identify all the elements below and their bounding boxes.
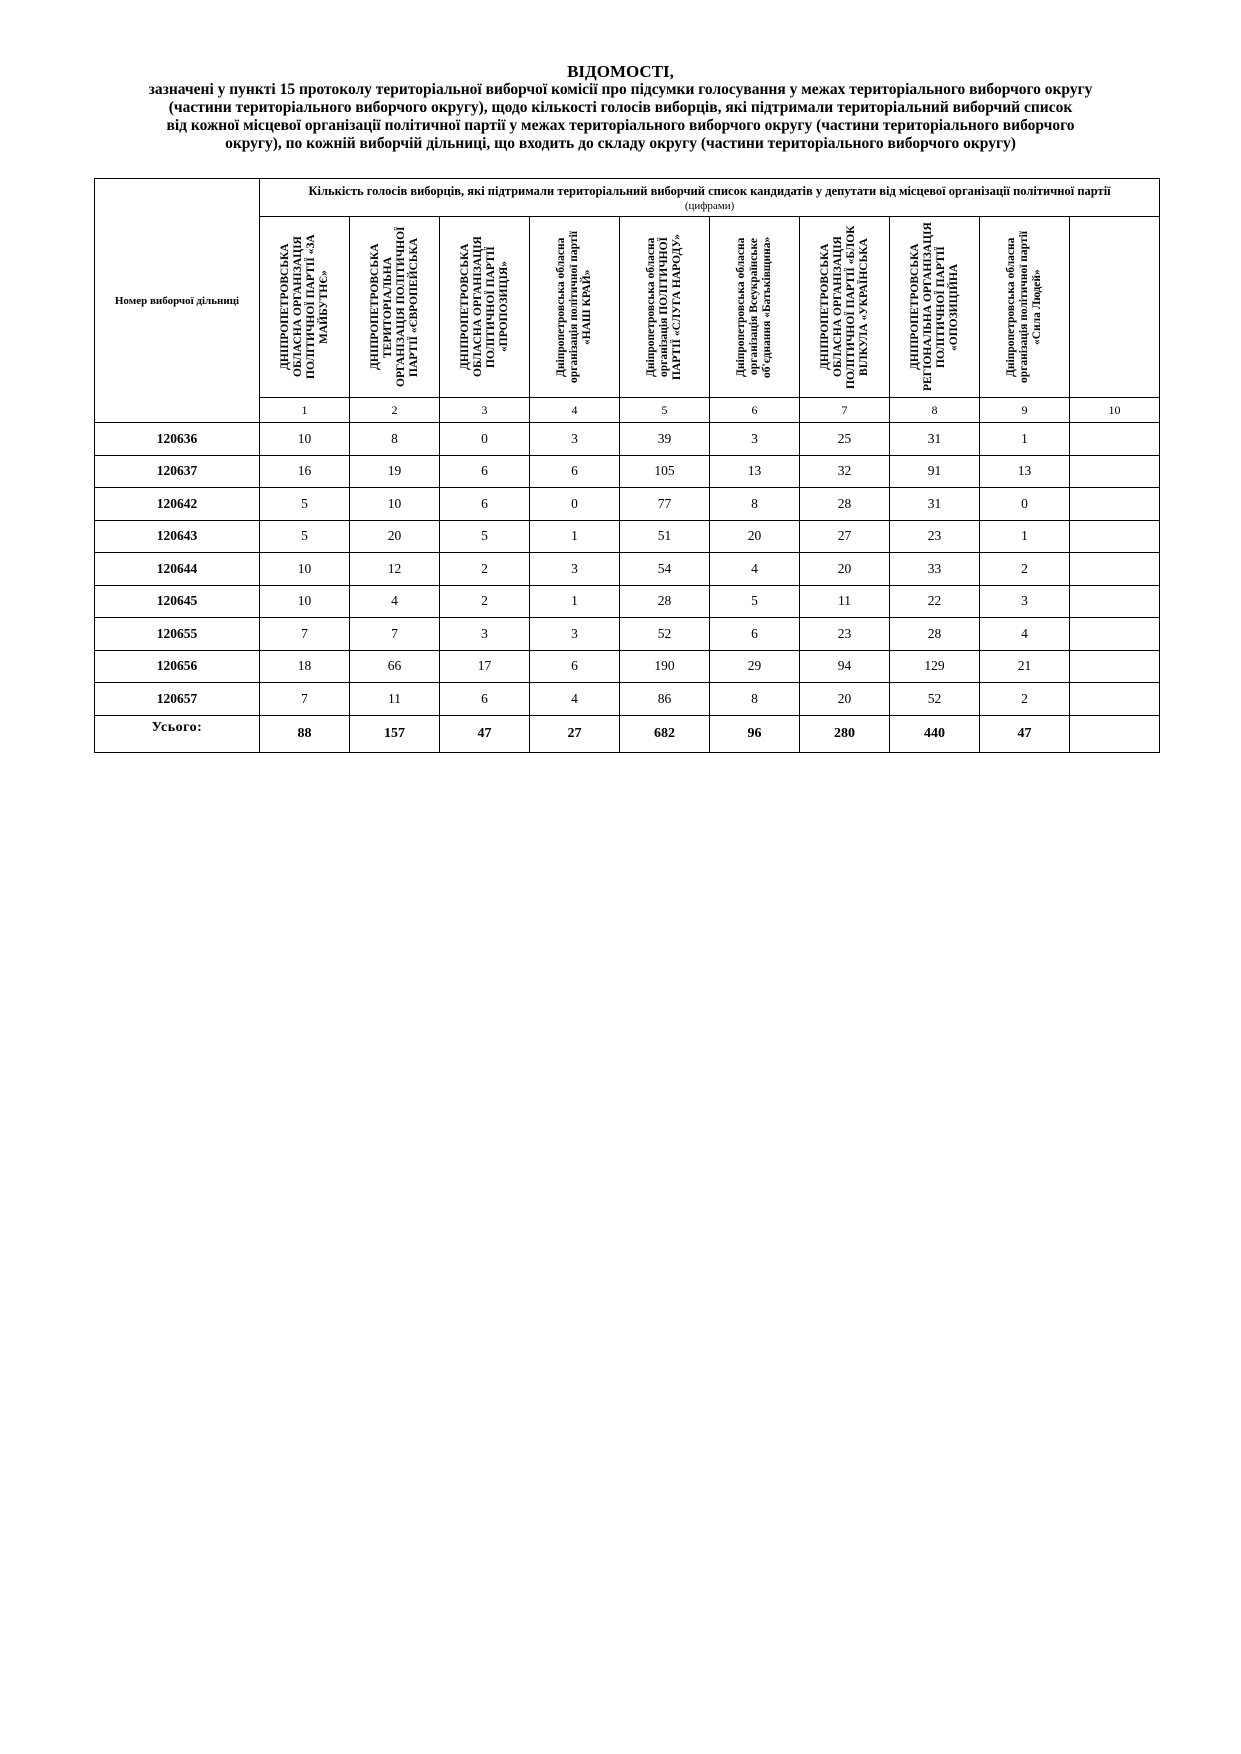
document-subtitle-line: від кожної місцевої організації політичної партії у межах територіального виборчого округу (частини територіального виборчого (166, 117, 1075, 134)
station-number-cell: 120655 (95, 618, 260, 651)
vote-count-cell: 190 (620, 650, 710, 683)
vote-count-cell: 105 (620, 455, 710, 488)
vote-count-cell: 6 (710, 618, 800, 651)
vote-count-cell: 25 (800, 423, 890, 456)
vote-count-cell: 23 (800, 618, 890, 651)
vote-count-cell: 23 (890, 520, 980, 553)
vote-count-cell: 7 (260, 618, 350, 651)
party-header-wrap (260, 217, 349, 397)
vote-count-cell: 1 (530, 585, 620, 618)
document-subtitle-line: округу), по кожній виборчій дільниці, що входить до складу округу (частини територіального виборчого округу) (225, 135, 1016, 152)
vote-count-cell (1070, 553, 1160, 586)
table-row (95, 455, 1160, 488)
party-name: Дніпропетровська обласна організація ПОЛІТИЧНОЇ ПАРТІЇ «СЛУГА НАРОДУ» (645, 233, 683, 381)
vote-count-cell: 10 (260, 585, 350, 618)
party-header-wrap (620, 217, 709, 397)
table-row (95, 618, 1160, 651)
vote-count-cell: 28 (800, 488, 890, 521)
total-value-cell: 157 (350, 715, 440, 752)
vote-count-cell (1070, 585, 1160, 618)
party-header-cell (980, 217, 1070, 398)
party-header-wrap (530, 217, 619, 397)
vote-count-cell (1070, 455, 1160, 488)
column-number: 5 (620, 398, 710, 423)
vote-count-cell: 66 (350, 650, 440, 683)
results-table-body (95, 423, 1160, 753)
vote-count-cell: 12 (350, 553, 440, 586)
vote-count-cell: 3 (980, 585, 1070, 618)
station-number-header: Номер виборчої дільниці (95, 179, 260, 423)
votes-group-header (260, 179, 1160, 217)
vote-count-cell: 2 (440, 585, 530, 618)
vote-count-cell: 4 (350, 585, 440, 618)
party-header-wrap (980, 217, 1069, 397)
column-number: 9 (980, 398, 1070, 423)
vote-count-cell: 1 (980, 520, 1070, 553)
vote-count-cell: 0 (530, 488, 620, 521)
vote-count-cell: 86 (620, 683, 710, 716)
column-number: 1 (260, 398, 350, 423)
total-row (95, 715, 1160, 752)
vote-count-cell: 4 (980, 618, 1070, 651)
total-value-cell (1070, 715, 1160, 752)
party-name: ДНІПРОПЕТРОВСЬКА ОБЛАСНА ОРГАНІЗАЦІЯ ПОЛІТИЧНОЇ ПАРТІЇ «БЛОК ВІЛКУЛА «УКРАЇНСЬКА (818, 225, 870, 389)
party-header-cell (260, 217, 350, 398)
total-value-cell: 47 (980, 715, 1070, 752)
vote-count-cell: 28 (890, 618, 980, 651)
party-header-cell (800, 217, 890, 398)
vote-count-cell: 1 (530, 520, 620, 553)
vote-count-cell: 6 (440, 455, 530, 488)
vote-count-cell: 3 (530, 423, 620, 456)
vote-count-cell: 31 (890, 488, 980, 521)
total-value-cell: 440 (890, 715, 980, 752)
total-label-cell: Усього: (95, 715, 260, 752)
vote-count-cell: 91 (890, 455, 980, 488)
vote-count-cell: 17 (440, 650, 530, 683)
vote-count-cell: 16 (260, 455, 350, 488)
vote-count-cell: 20 (710, 520, 800, 553)
vote-count-cell: 8 (710, 683, 800, 716)
column-number: 10 (1070, 398, 1160, 423)
party-name: ДНІПРОПЕТРОВСЬКА РЕГІОНАЛЬНА ОРГАНІЗАЦІЯ ПОЛІТИЧНОЇ ПАРТІЇ «ОПОЗИЦІЙНА (908, 222, 960, 392)
vote-count-cell: 77 (620, 488, 710, 521)
vote-count-cell: 5 (440, 520, 530, 553)
party-name: Дніпропетровська обласна організація Всеукраїнське об'єднання «Батьківщина» (735, 236, 773, 378)
document-title: ВІДОМОСТІ, (567, 62, 674, 81)
table-row (95, 520, 1160, 553)
vote-count-cell: 11 (350, 683, 440, 716)
vote-count-cell (1070, 520, 1160, 553)
vote-count-cell (1070, 488, 1160, 521)
vote-count-cell: 1 (980, 423, 1070, 456)
vote-count-cell: 22 (890, 585, 980, 618)
table-row (95, 683, 1160, 716)
vote-count-cell: 52 (620, 618, 710, 651)
party-header-cell (890, 217, 980, 398)
vote-count-cell: 33 (890, 553, 980, 586)
party-name: ДНІПРОПЕТРОВСЬКА ОБЛАСНА ОРГАНІЗАЦІЯ ПОЛІТИЧНОЇ ПАРТІЇ «ПРОПОЗИЦІЯ» (458, 236, 510, 378)
vote-count-cell: 6 (530, 455, 620, 488)
party-name: ДНІПРОПЕТРОВСЬКА ОБЛАСНА ОРГАНІЗАЦІЯ ПОЛІТИЧНОЇ ПАРТІЇ «ЗА МАЙБУТНЄ» (278, 234, 330, 380)
party-header-cell (350, 217, 440, 398)
party-name: Дніпропетровська обласна організація політичної партії «Сила Людей» (1005, 231, 1043, 383)
vote-count-cell: 0 (980, 488, 1070, 521)
vote-count-cell: 11 (800, 585, 890, 618)
total-value-cell: 682 (620, 715, 710, 752)
station-number-cell: 120656 (95, 650, 260, 683)
vote-count-cell: 31 (890, 423, 980, 456)
vote-count-cell: 3 (530, 618, 620, 651)
party-header-cell (530, 217, 620, 398)
vote-count-cell (1070, 683, 1160, 716)
results-table (94, 178, 1160, 753)
station-number-cell: 120657 (95, 683, 260, 716)
document-subtitle-line: зазначені у пункті 15 протоколу територіальної виборчої комісії про підсумки голосування у межах територіального виборчого округу (148, 81, 1093, 98)
vote-count-cell: 28 (620, 585, 710, 618)
party-header-cell (1070, 217, 1160, 398)
vote-count-cell: 5 (260, 520, 350, 553)
vote-count-cell (1070, 650, 1160, 683)
vote-count-cell: 6 (440, 488, 530, 521)
vote-count-cell: 2 (440, 553, 530, 586)
party-name: Дніпропетровська обласна організація політичної партії «НАШ КРАЙ» (555, 231, 593, 383)
vote-count-cell: 54 (620, 553, 710, 586)
vote-count-cell (1070, 618, 1160, 651)
vote-count-cell: 0 (440, 423, 530, 456)
vote-count-cell: 39 (620, 423, 710, 456)
vote-count-cell: 4 (530, 683, 620, 716)
vote-count-cell: 7 (350, 618, 440, 651)
total-value-cell: 280 (800, 715, 890, 752)
vote-count-cell: 3 (530, 553, 620, 586)
column-number: 8 (890, 398, 980, 423)
vote-count-cell: 6 (530, 650, 620, 683)
vote-count-cell: 13 (980, 455, 1070, 488)
document-header (0, 62, 1241, 153)
votes-group-note: (цифрами) (684, 200, 735, 212)
station-number-cell: 120644 (95, 553, 260, 586)
vote-count-cell: 19 (350, 455, 440, 488)
vote-count-cell: 2 (980, 553, 1070, 586)
vote-count-cell: 7 (260, 683, 350, 716)
total-value-cell: 96 (710, 715, 800, 752)
vote-count-cell: 13 (710, 455, 800, 488)
vote-count-cell: 129 (890, 650, 980, 683)
column-number: 4 (530, 398, 620, 423)
vote-count-cell: 29 (710, 650, 800, 683)
vote-count-cell (1070, 423, 1160, 456)
vote-count-cell: 51 (620, 520, 710, 553)
station-number-cell: 120637 (95, 455, 260, 488)
vote-count-cell: 5 (260, 488, 350, 521)
vote-count-cell: 10 (260, 423, 350, 456)
vote-count-cell: 20 (800, 553, 890, 586)
vote-count-cell: 3 (440, 618, 530, 651)
party-header-cell (620, 217, 710, 398)
vote-count-cell: 5 (710, 585, 800, 618)
party-header-wrap (710, 217, 799, 397)
total-value-cell: 27 (530, 715, 620, 752)
total-value-cell: 88 (260, 715, 350, 752)
station-number-cell: 120643 (95, 520, 260, 553)
party-header-cell (440, 217, 530, 398)
station-number-cell: 120642 (95, 488, 260, 521)
station-number-cell: 120645 (95, 585, 260, 618)
total-value-cell: 47 (440, 715, 530, 752)
vote-count-cell: 21 (980, 650, 1070, 683)
table-row (95, 553, 1160, 586)
vote-count-cell: 94 (800, 650, 890, 683)
column-number: 6 (710, 398, 800, 423)
vote-count-cell: 10 (260, 553, 350, 586)
column-number: 2 (350, 398, 440, 423)
party-header-wrap (890, 217, 979, 397)
station-number-cell: 120636 (95, 423, 260, 456)
vote-count-cell: 32 (800, 455, 890, 488)
table-row (95, 585, 1160, 618)
vote-count-cell: 20 (800, 683, 890, 716)
party-header-wrap (1070, 217, 1159, 397)
party-header-wrap (440, 217, 529, 397)
table-row (95, 650, 1160, 683)
party-name: ДНІПРОПЕТРОВСЬКА ТЕРИТОРІАЛЬНА ОРГАНІЗАЦІЯ ПОЛІТИЧНОЇ ПАРТІЇ «ЄВРОПЕЙСЬКА (368, 226, 420, 388)
party-header-cell (710, 217, 800, 398)
vote-count-cell: 10 (350, 488, 440, 521)
vote-count-cell: 4 (710, 553, 800, 586)
votes-group-title: Кількість голосів виборців, які підтримали територіальний виборчий список кандидатів у депутати від місцевої організації політичної партії (308, 184, 1111, 198)
vote-count-cell: 27 (800, 520, 890, 553)
vote-count-cell: 6 (440, 683, 530, 716)
table-row (95, 488, 1160, 521)
vote-count-cell: 8 (710, 488, 800, 521)
party-header-wrap (800, 217, 889, 397)
column-number: 3 (440, 398, 530, 423)
vote-count-cell: 8 (350, 423, 440, 456)
vote-count-cell: 52 (890, 683, 980, 716)
vote-count-cell: 2 (980, 683, 1070, 716)
party-header-wrap (350, 217, 439, 397)
table-row (95, 423, 1160, 456)
document-subtitle-line: (частини територіального виборчого округу), щодо кількості голосів виборців, які підтримали територіальний виборчий список (168, 99, 1073, 116)
vote-count-cell: 20 (350, 520, 440, 553)
column-number: 7 (800, 398, 890, 423)
vote-count-cell: 18 (260, 650, 350, 683)
vote-count-cell: 3 (710, 423, 800, 456)
